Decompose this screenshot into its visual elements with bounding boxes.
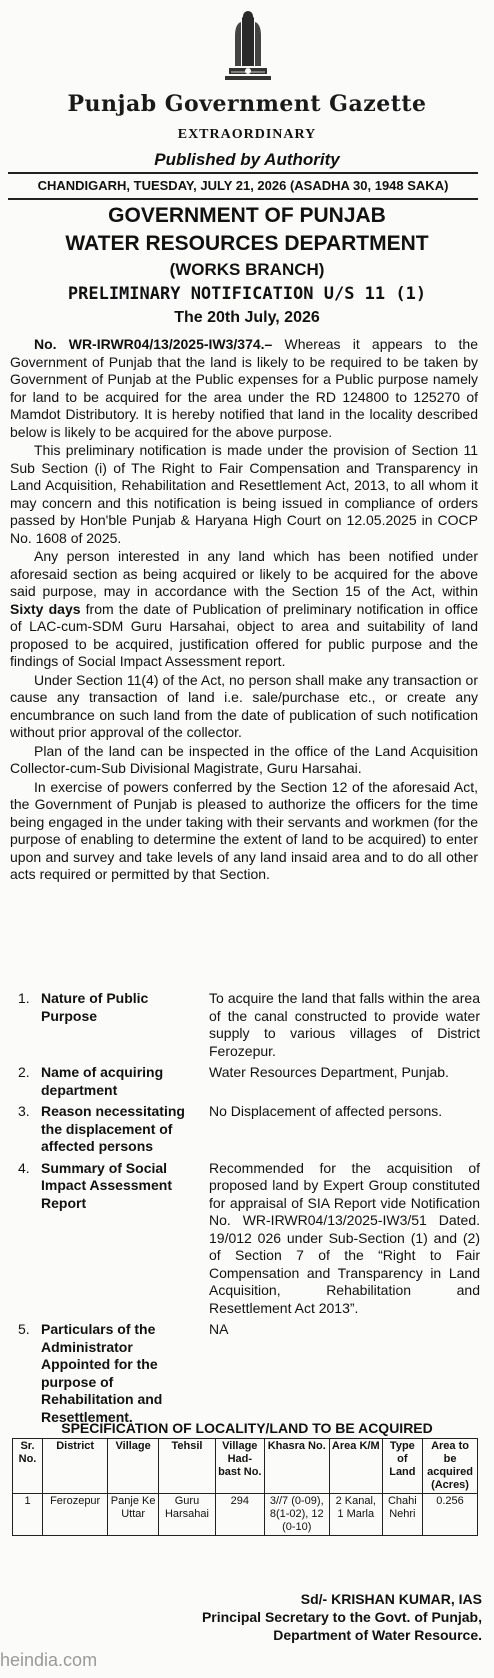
item-label: Name of acquiring department: [41, 1064, 164, 1098]
signatory-name: Sd/- KRISHAN KUMAR, IAS: [300, 1591, 482, 1607]
column-header: Village Had-bast No.: [215, 1439, 264, 1494]
paragraph-5: Plan of the land can be inspected in the office of the Land Acquisition Collector-cum-Sub Divisional Magistrate, Guru Harsahai.: [10, 742, 478, 776]
notification-body: [10, 336, 478, 885]
department-heading: WATER RESOURCES DEPARTMENT: [65, 232, 429, 255]
column-header: District: [43, 1439, 108, 1494]
column-header: Sr. No.: [13, 1439, 43, 1494]
specification-table: [12, 1438, 478, 1536]
list-item: [10, 1064, 480, 1099]
particulars-list: [10, 990, 480, 1430]
column-header: Area K/M: [329, 1439, 382, 1494]
list-item: [10, 1160, 480, 1318]
item-number: 4.: [18, 1159, 30, 1176]
specification-heading: SPECIFICATION OF LOCALITY/LAND TO BE ACQUIRED: [61, 1420, 433, 1436]
item-number: 2.: [18, 1064, 30, 1080]
column-header: Tehsil: [159, 1439, 216, 1494]
notification-reference: No. WR-IRWR04/13/2025-IW3/374.–: [34, 336, 273, 352]
column-header: Area to be acquired (Acres): [423, 1439, 478, 1494]
government-heading: GOVERNMENT OF PUNJAB: [108, 204, 386, 227]
branch-heading: (WORKS BRANCH): [169, 260, 325, 279]
item-value: NA: [209, 1321, 229, 1337]
column-header: Khasra No.: [264, 1439, 329, 1494]
paragraph-4: Under Section 11(4) of the Act, no person shall make any transaction or cause any transaction of land i.e. sale/purchase etc., or create any encumbrance on such land from the date of publication of such notification without prior approval of the collector.: [10, 671, 478, 740]
table-header-row: [13, 1439, 478, 1494]
signatory-department: Department of Water Resource.: [273, 1627, 482, 1643]
table-cell: 1: [13, 1494, 43, 1536]
list-item: [10, 990, 480, 1060]
table-cell: Guru Harsahai: [159, 1494, 216, 1536]
gazette-title: Punjab Government Gazette: [67, 91, 427, 117]
signatory-designation: Principal Secretary to the Govt. of Punjab,: [201, 1609, 482, 1625]
list-item: [10, 1103, 480, 1156]
table-cell: 294: [215, 1494, 264, 1536]
table-row: [13, 1494, 478, 1536]
item-label: Nature of Public Purpose: [41, 990, 149, 1024]
table-cell: 0.256: [423, 1494, 478, 1536]
table-cell: Chahi Nehri: [382, 1494, 422, 1536]
dateline: CHANDIGARH, TUESDAY, JULY 21, 2026 (ASADHA 30, 1948 SAKA): [8, 172, 478, 200]
paragraph-2: This preliminary notification is made under the provision of Section 11 Sub Section (i) of The Right to Fair Compensation and Transparency in Land Acquisition, Rehabilitation and Resettlement Act, 2013, to all whom it may concern and this notification is being issued in compliance of orders passed by Hon'ble Punjab & Haryana High Court on 12.05.2025 in COCP No. 1608 of 2025.: [10, 442, 478, 546]
item-label: Reason necessitating the displacement of affected persons: [41, 1103, 185, 1154]
paragraph-3-end: from the date of Publication of preliminary notification in office of LAC-cum-SDM Guru Harsahai, object to area and suitability of land proposed to be acquired, justification offered for public purpose and the findings of Social Impact Assessment report.: [10, 600, 478, 669]
item-value: No Displacement of affected persons.: [209, 1103, 443, 1119]
item-label: Summary of Social Impact Assessment Report: [41, 1159, 172, 1211]
paragraph-3-start: Any person interested in any land which has been notified under aforesaid section as being acquired or likely to be acquired for the above said purpose, may in accordance with the Section 15 of the Act, within: [10, 548, 478, 599]
item-number: 5.: [18, 1321, 30, 1337]
item-number: 3.: [18, 1103, 30, 1119]
item-label: Particulars of the Administrator Appointed for the purpose of Rehabilitation and Resettlement.: [41, 1321, 163, 1425]
published-by-authority: Published by Authority: [154, 150, 340, 169]
column-header: Village: [108, 1439, 159, 1494]
column-header: Type of Land: [382, 1439, 422, 1494]
item-number: 1.: [18, 990, 30, 1006]
paragraph-6: In exercise of powers conferred by the Section 12 of the aforesaid Act, the Government of Punjab is pleased to authorize the officers for the time being engaged in the under taking with their servants and workmen (for the purpose of enabling to determine the extent of land to be acquired) to enter upon and survey and take levels of any land insaid area and to do all other acts required or permitted by that Section.: [10, 778, 478, 882]
table-cell: 2 Kanal, 1 Marla: [329, 1494, 382, 1536]
item-value: Water Resources Department, Punjab.: [209, 1064, 449, 1080]
extraordinary-label: EXTRAORDINARY: [177, 127, 317, 142]
item-value: Recommended for the acquisition of proposed land by Expert Group constituted for appraisal of SIA Report vide Notification No. WR-IRWR04/13/2025-IW3/51 Dated. 19/012 026 under Sub-Section (1) and (2) of Section 7 of the “Right to Fair Compensation and Transparency in Land Acquisition, Rehabilitation and Resettlement Act 2013”.: [209, 1159, 480, 1316]
paragraph-1-text: Whereas it appears to the Government of Punjab that the land is likely to be required to be taken by Government of Punjab at the Public expenses for a Public purpose namely for land to be acquired for the area under the RD 124800 to 125270 of Mamdot Distributory. It is hereby notified that land in the locality described below is likely to be acquired for the above purpose.: [10, 336, 479, 440]
notification-title: PRELIMINARY NOTIFICATION U/S 11 (1): [67, 284, 427, 304]
paragraph-3: [10, 548, 478, 671]
state-emblem-icon: [221, 6, 275, 86]
source-watermark: heindia.com: [0, 1650, 98, 1670]
table-cell: Ferozepur: [43, 1494, 108, 1536]
item-value: To acquire the land that falls within the area of the canal constructed to provide water supply to various villages of District Ferozepur.: [209, 990, 480, 1059]
signature-block: [202, 1590, 482, 1644]
notification-date: The 20th July, 2026: [174, 309, 320, 326]
table-cell: 3//7 (0-09), 8(1-02), 12 (0-10): [264, 1494, 329, 1536]
list-item: [10, 1321, 480, 1426]
table-cell: Panje Ke Uttar: [108, 1494, 159, 1536]
paragraph-1: [10, 336, 478, 441]
sixty-days-emphasis: Sixty days: [10, 600, 81, 617]
